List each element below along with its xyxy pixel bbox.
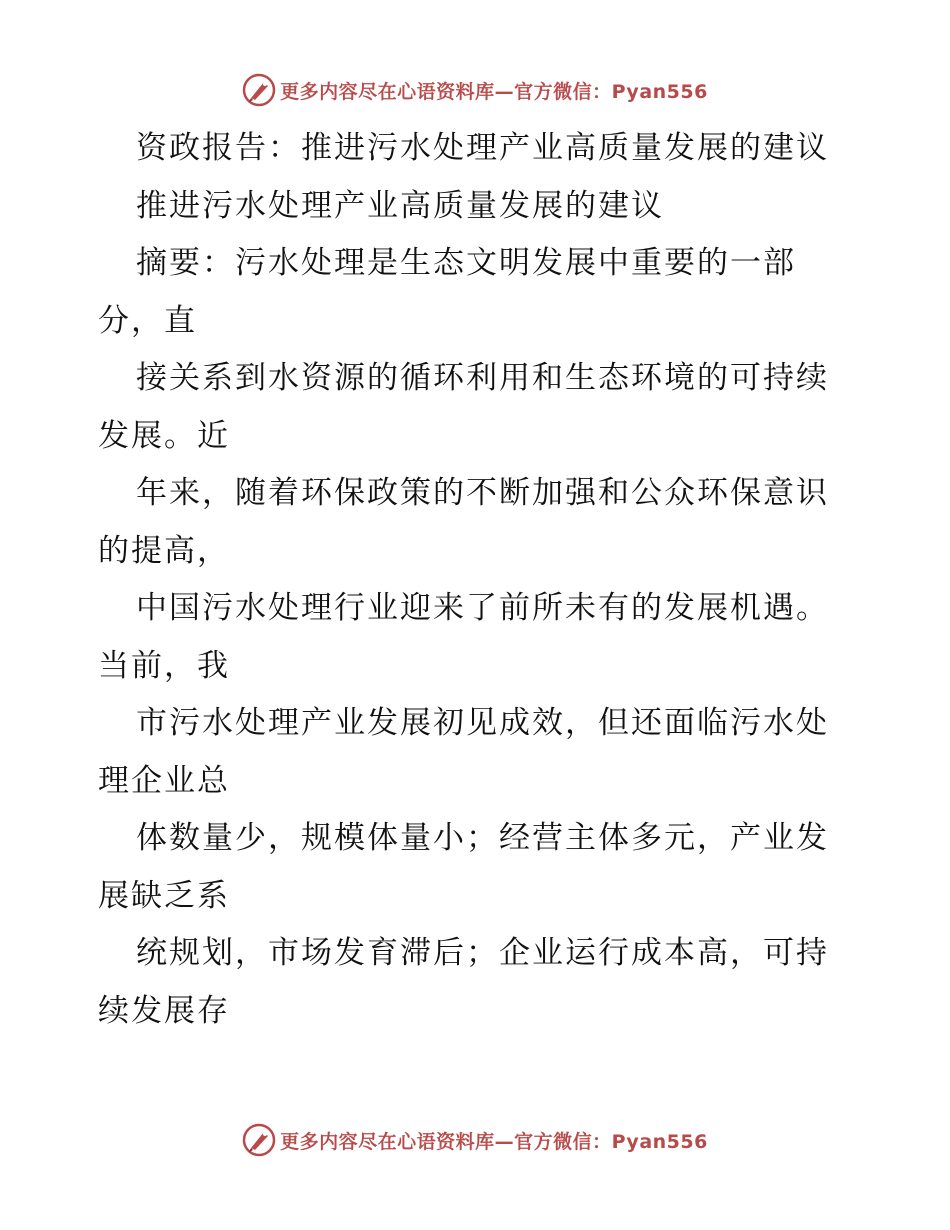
paragraph-line: 中国污水处理行业迎来了前所未有的发展机遇。 [136,590,829,626]
paragraph-line: 当前，我 [98,647,230,684]
paragraph-line: 年来，随着环保政策的不断加强和公众环保意识 [136,475,829,511]
paragraph-line: 展缺乏系 [98,877,230,914]
pen-leaf-logo-icon [242,73,276,107]
paragraph-line: 市污水处理产业发展初见成效，但还面临污水处 [136,705,829,741]
paragraph-line: 体数量少，规模体量小；经营主体多元，产业发 [136,820,829,856]
footer-banner [0,1120,950,1160]
document-body [98,120,858,1040]
footer-banner-text: 更多内容尽在心语资料库—官方微信：Pyan556 [280,1130,708,1153]
header-banner-text: 更多内容尽在心语资料库—官方微信：Pyan556 [280,80,708,103]
paragraph-line: 理企业总 [98,762,230,799]
paragraph-line: 摘要：污水处理是生态文明发展中重要的一部 [136,245,796,281]
pen-leaf-logo-icon [242,1123,276,1157]
paragraph-line: 统规划，市场发育滞后；企业运行成本高，可持 [136,935,829,971]
header-banner [0,70,950,110]
paragraph-line: 续发展存 [98,992,230,1029]
paragraph-line: 发展。近 [98,417,230,454]
paragraph-line: 分，直 [98,302,197,339]
document-title: 资政报告：推进污水处理产业高质量发展的建议 [136,130,829,166]
document-subtitle: 推进污水处理产业高质量发展的建议 [136,187,664,224]
paragraph-line: 接关系到水资源的循环利用和生态环境的可持续 [136,360,829,396]
paragraph-line: 的提高， [98,532,230,569]
